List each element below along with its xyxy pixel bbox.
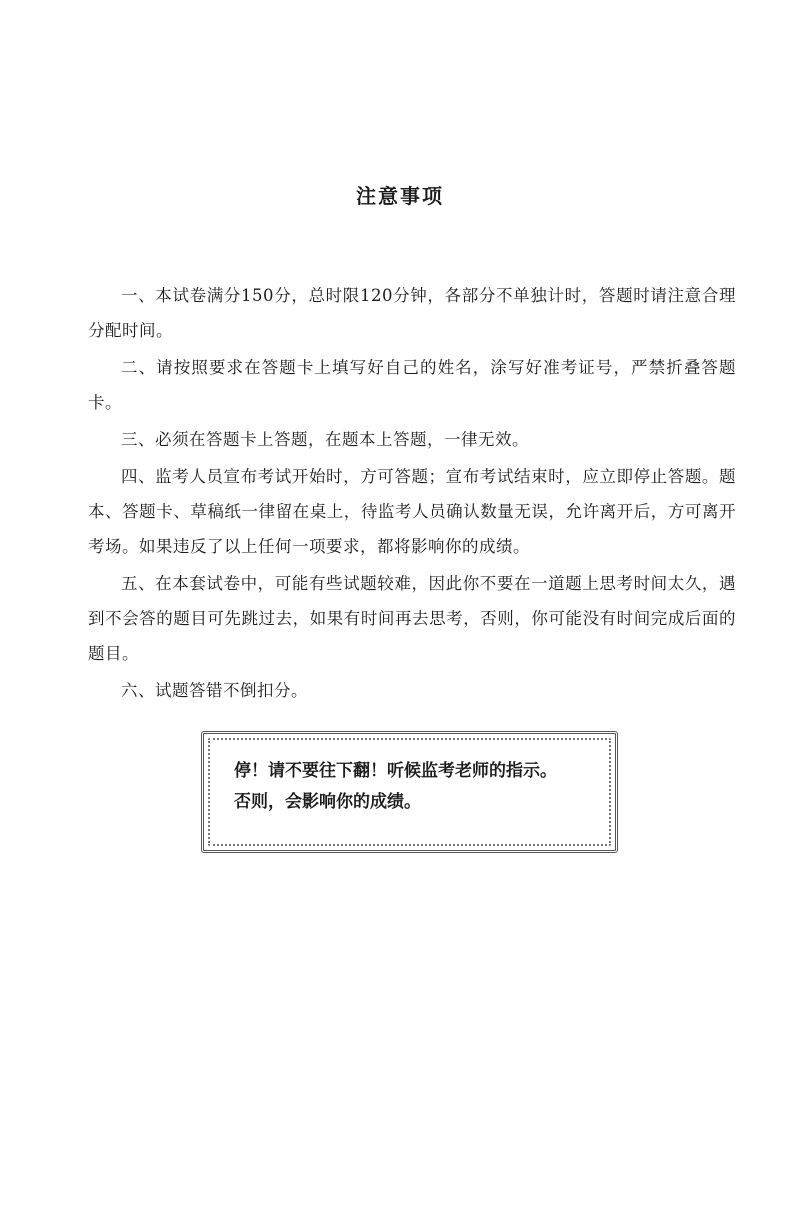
- notice-item-3: 三、必须在答题卡上答题，在题本上答题，一律无效。: [121, 430, 529, 449]
- page-title: 注意事项: [356, 184, 444, 208]
- notice-item-5: 五、在本套试卷中，可能有些试题较难，因此你不要在一道题上思考时间太久，遇到不会答的题目可先跳过去，如果有时间再去思考，否则，你可能没有时间完成后面的题目。: [88, 574, 736, 663]
- notice-item-4: 四、监考人员宣布考试开始时，方可答题；宣布考试结束时，应立即停止答题。题本、答题卡、草稿纸一律留在桌上，待监考人员确认数量无误，允许离开后，方可离开考场。如果违反了以上任何一项要求，都将影响你的成绩。: [88, 467, 736, 556]
- stop-warning-line-2: 否则，会影响你的成绩。: [234, 792, 421, 812]
- stop-warning-line-1: 停！请不要往下翻！听候监考老师的指示。: [234, 761, 557, 781]
- notice-item-2: 二、请按照要求在答题卡上填写好自己的姓名，涂写好准考证号，严禁折叠答题卡。: [88, 358, 736, 412]
- notice-item-1: 一、本试卷满分150分，总时限120分钟，各部分不单独计时，答题时请注意合理分配时间。: [88, 286, 736, 340]
- notice-list: [88, 278, 736, 710]
- stop-warning-box: [201, 731, 618, 853]
- stop-warning-text: [234, 756, 604, 818]
- notice-item-6: 六、试题答错不倒扣分。: [121, 681, 308, 700]
